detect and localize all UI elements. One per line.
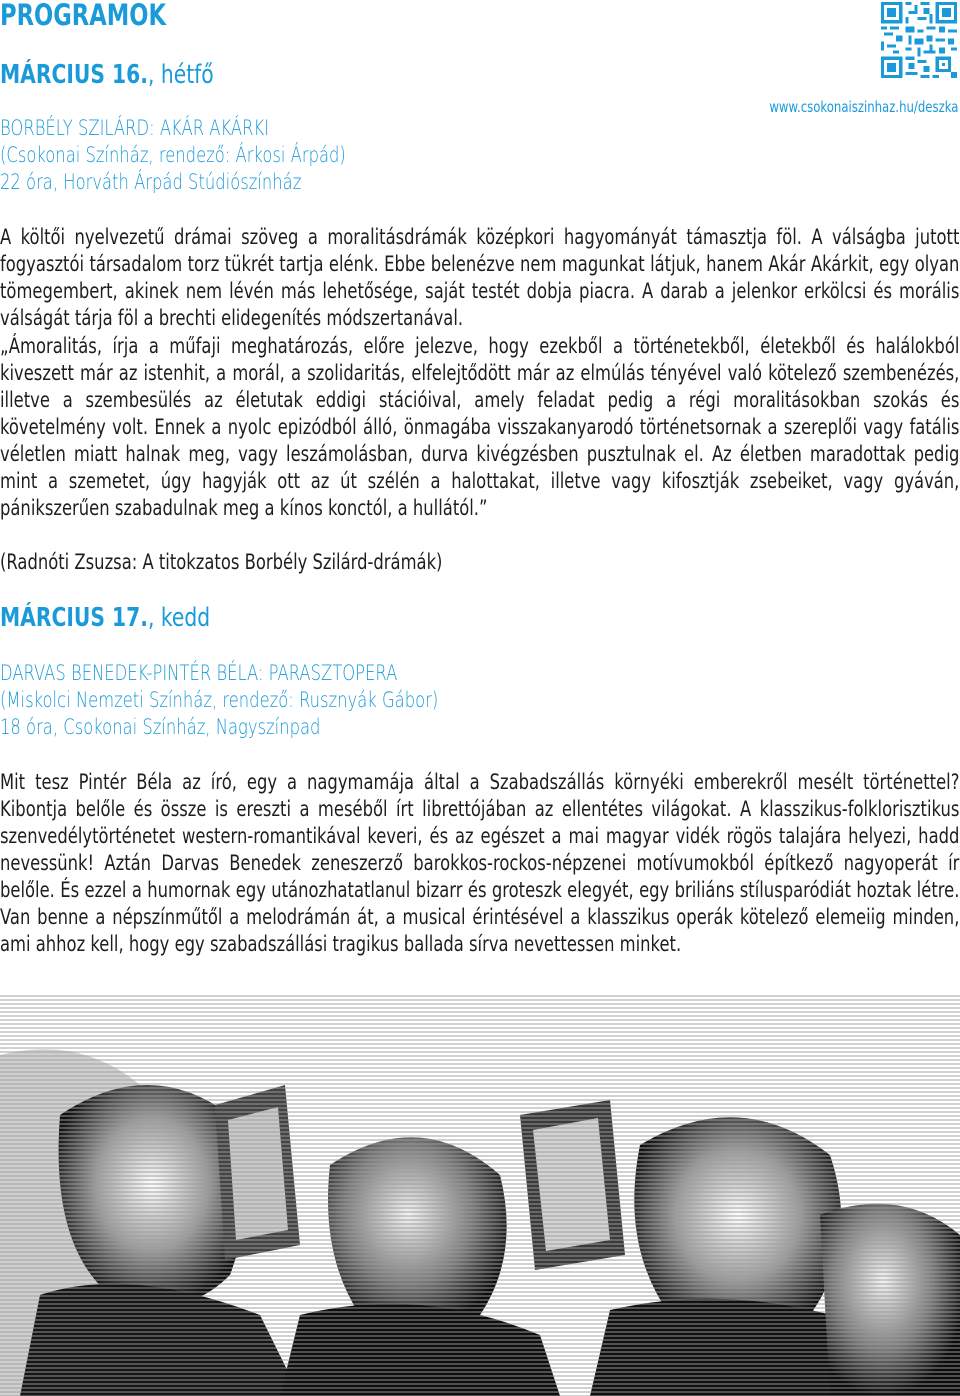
website-link[interactable]: www.csokonaiszinhaz.hu/deszka (768, 98, 958, 116)
date: MÁRCIUS 17. (0, 603, 148, 633)
quote-credit: (Radnóti Zsuzsa: A titokzatos Borbély Szilárd-drámák) (0, 550, 443, 574)
play-info (0, 115, 443, 196)
weekday: , kedd (147, 603, 211, 633)
date: MÁRCIUS 16. (0, 60, 148, 90)
play-time-venue: 22 óra, Horváth Árpád Stúdiószínház (0, 170, 302, 194)
date-heading-march-17 (0, 603, 269, 633)
play-company: (Miskolci Nemzeti Színház, rendező: Rusznyák Gábor) (0, 688, 439, 712)
play-description: Mit tesz Pintér Béla az író, egy a nagymamája által a Szabadszállás környéki emberekről mesélt történettel? Kibontja belőle és össze is ereszti a meséből írt librettójában az ellentétes világokat. A klasszikus-folklorisztikus szenvedélytörténetet western-romantikával keveri, és az egészet a mai magyar vidék rögös talajára helyezi, hadd nevessünk! Aztán Darvas Benedek zeneszerző barokkos-rockos-népzenei motívumokból építkező nagyoperát ír belőle. És ezzel a humornak egy utánozhatatlanul bizarr és groteszk elegyét, egy briliáns stílusparódiát hoztak létre. Van benne a népszínműtől a melodrámán át, a musical érintésével a klasszikus operák kötelező elemeiig minden, ami ahhoz kell, hogy egy szabadszállási tragikus ballada sírva nevettessen minket. (0, 770, 960, 956)
play-company: (Csokonai Színház, rendező: Árkosi Árpád) (0, 143, 346, 167)
play-info (0, 660, 562, 741)
halftone-photo-icon (0, 995, 960, 1396)
page-title: PROGRAMOK (0, 0, 166, 32)
critic-quote: „Ámoralitás, írja a műfaji meghatározás, előre jelezve, hogy ezekből a történetekből, életekből és halálokból kiveszett már az istenhit, a morál, a szolidaritás, elfelejtődött már az elmúlás tényével való kötelező szembenézés, illetve a szembesülés az életutak eddigi stációival, amely feladat pedig a régi moralitásokban szokás és követelmény volt. Ennek a nyolc epizódból álló, önmagába visszakanyarodó történetsornak a szereplői vagy fatális véletlen miatt halnak meg, vagy leszámolásban, durva kivégzésben pusztulnak el. Az életben maradottak pedig mint a szemetet, úgy hagyják ott az út szélén a halottakat, illetve vagy kifosztják zsebeiket, vagy gyáván, pánikszerűen szabadulnak meg a kínos konctól, a hullától.” (0, 334, 960, 520)
play-title: BORBÉLY SZILÁRD: AKÁR AKÁRKI (0, 116, 270, 140)
date-heading-march-16 (0, 60, 274, 90)
play-title: DARVAS BENEDEK-PINTÉR BÉLA: PARASZTOPERA (0, 661, 398, 685)
play-description: A költői nyelvezetű drámai szöveg a moralitásdrámák középkori hagyományát támasztja föl. A válságba jutott fogyasztói társadalom torz tükrét tartja elénk. Ebbe belenézve nem magunkat látjuk, hanem Akár Akárkit, egy olyan tömegembert, akinek nem lévén más lehetősége, saját testét dobja piacra. A darab a jelenkor erkölcsi és morális válságát tárja föl a brechti elidegenítés módszertanával. (0, 225, 960, 330)
play-time-venue: 18 óra, Csokonai Színház, Nagyszínpad (0, 715, 321, 739)
qr-code-icon (881, 2, 957, 78)
weekday: , hétfő (147, 60, 214, 90)
